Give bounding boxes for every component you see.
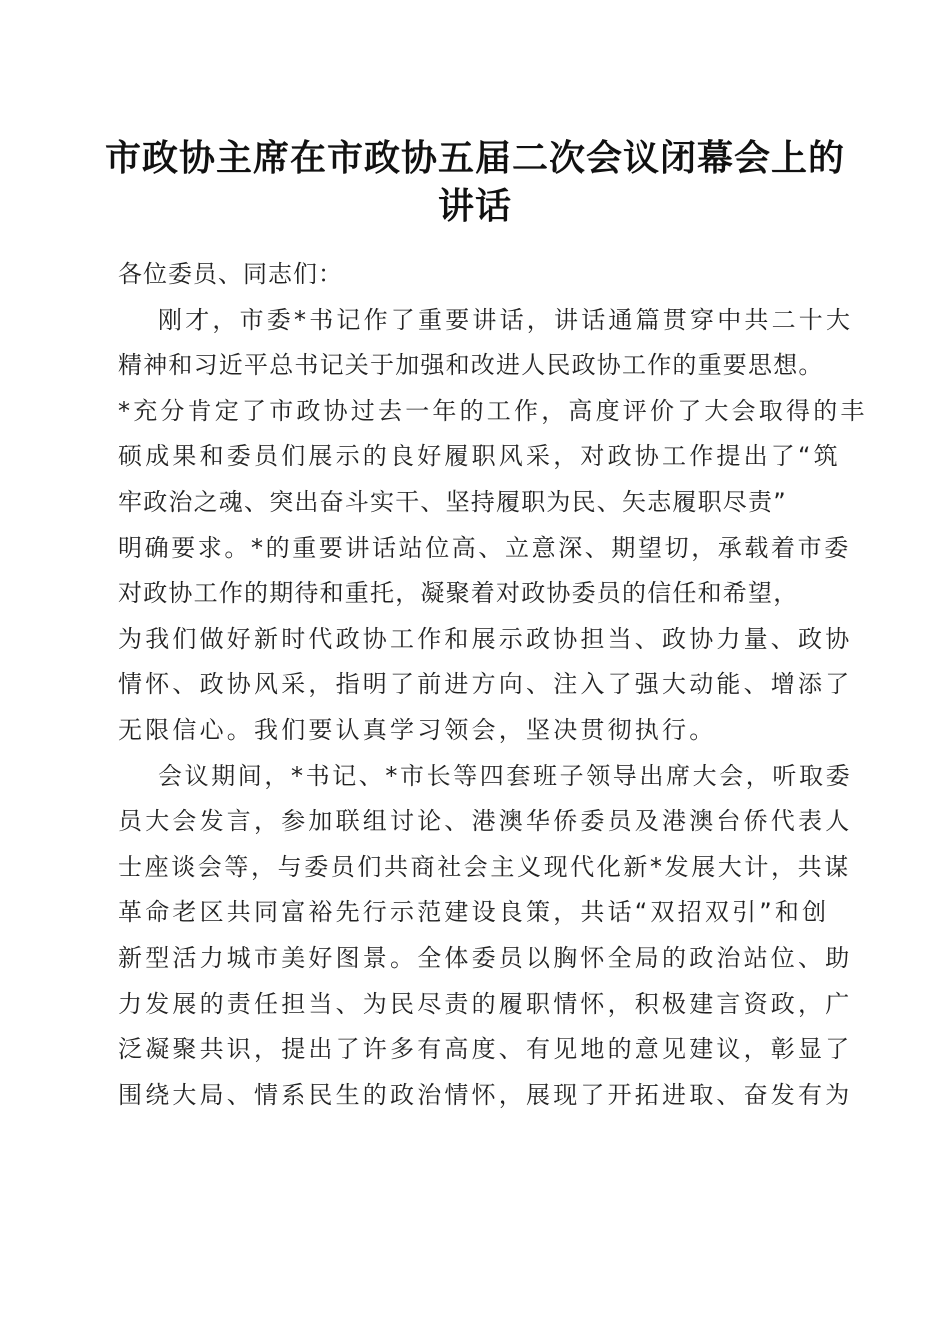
paragraph-line: 情怀、政协风采，指明了前进方向、注入了强大动能、增添了 <box>118 670 853 699</box>
paragraph-line: 为我们做好新时代政协工作和展示政协担当、政协力量、政协 <box>118 624 853 653</box>
paragraph-line: 员大会发言，参加联组讨论、港澳华侨委员及港澳台侨代表人 <box>118 807 853 836</box>
paragraph-line: 刚才，市委*书记作了重要讲话，讲话通篇贯穿中共二十大 <box>158 305 854 334</box>
document-title <box>100 134 850 230</box>
paragraph-line: 力发展的责任担当、为民尽责的履职情怀，积极建言资政，广 <box>118 989 853 1018</box>
paragraph-line: 会议期间，*书记、*市长等四套班子领导出席大会，听取委 <box>158 761 853 790</box>
paragraph-2 <box>118 754 853 1119</box>
paragraph-line: *充分肯定了市政协过去一年的工作，高度评价了大会取得的丰 <box>118 396 868 425</box>
paragraph-line: 精神和习近平总书记关于加强和改进人民政协工作的重要思想。 <box>118 351 824 380</box>
paragraph-line: 硕成果和委员们展示的良好履职风采，对政协工作提出了“筑 <box>118 442 841 471</box>
title-line: 讲话 <box>437 185 512 227</box>
paragraph-line: 牢政治之魂、突出奋斗实干、坚持履职为民、矢志履职尽责” <box>118 487 787 516</box>
paragraph-line: 明确要求。*的重要讲话站位高、立意深、期望切，承载着市委 <box>118 533 851 562</box>
document-body <box>118 252 868 1118</box>
paragraph-line: 士座谈会等，与委员们共商社会主义现代化新*发展大计，共谋 <box>118 852 851 881</box>
paragraph-line: 无限信心。我们要认真学习领会，坚决贯彻执行。 <box>118 715 717 744</box>
paragraph-line: 对政协工作的期待和重托，凝聚着对政协委员的信任和希望， <box>118 579 799 608</box>
paragraph-line: 革命老区共同富裕先行示范建设良策，共话“双招双引”和创 <box>118 898 830 927</box>
paragraph-line: 围绕大局、情系民生的政治情怀，展现了开拓进取、奋发有为 <box>118 1080 853 1109</box>
paragraph-1 <box>118 298 868 754</box>
paragraph-line: 泛凝聚共识，提出了许多有高度、有见地的意见建议，彰显了 <box>118 1035 853 1064</box>
paragraph-line: 新型活力城市美好图景。全体委员以胸怀全局的政治站位、助 <box>118 943 853 972</box>
title-line: 市政协主席在市政协五届二次会议闭幕会上的 <box>104 137 845 179</box>
salutation: 各位委员、同志们： <box>118 260 343 288</box>
